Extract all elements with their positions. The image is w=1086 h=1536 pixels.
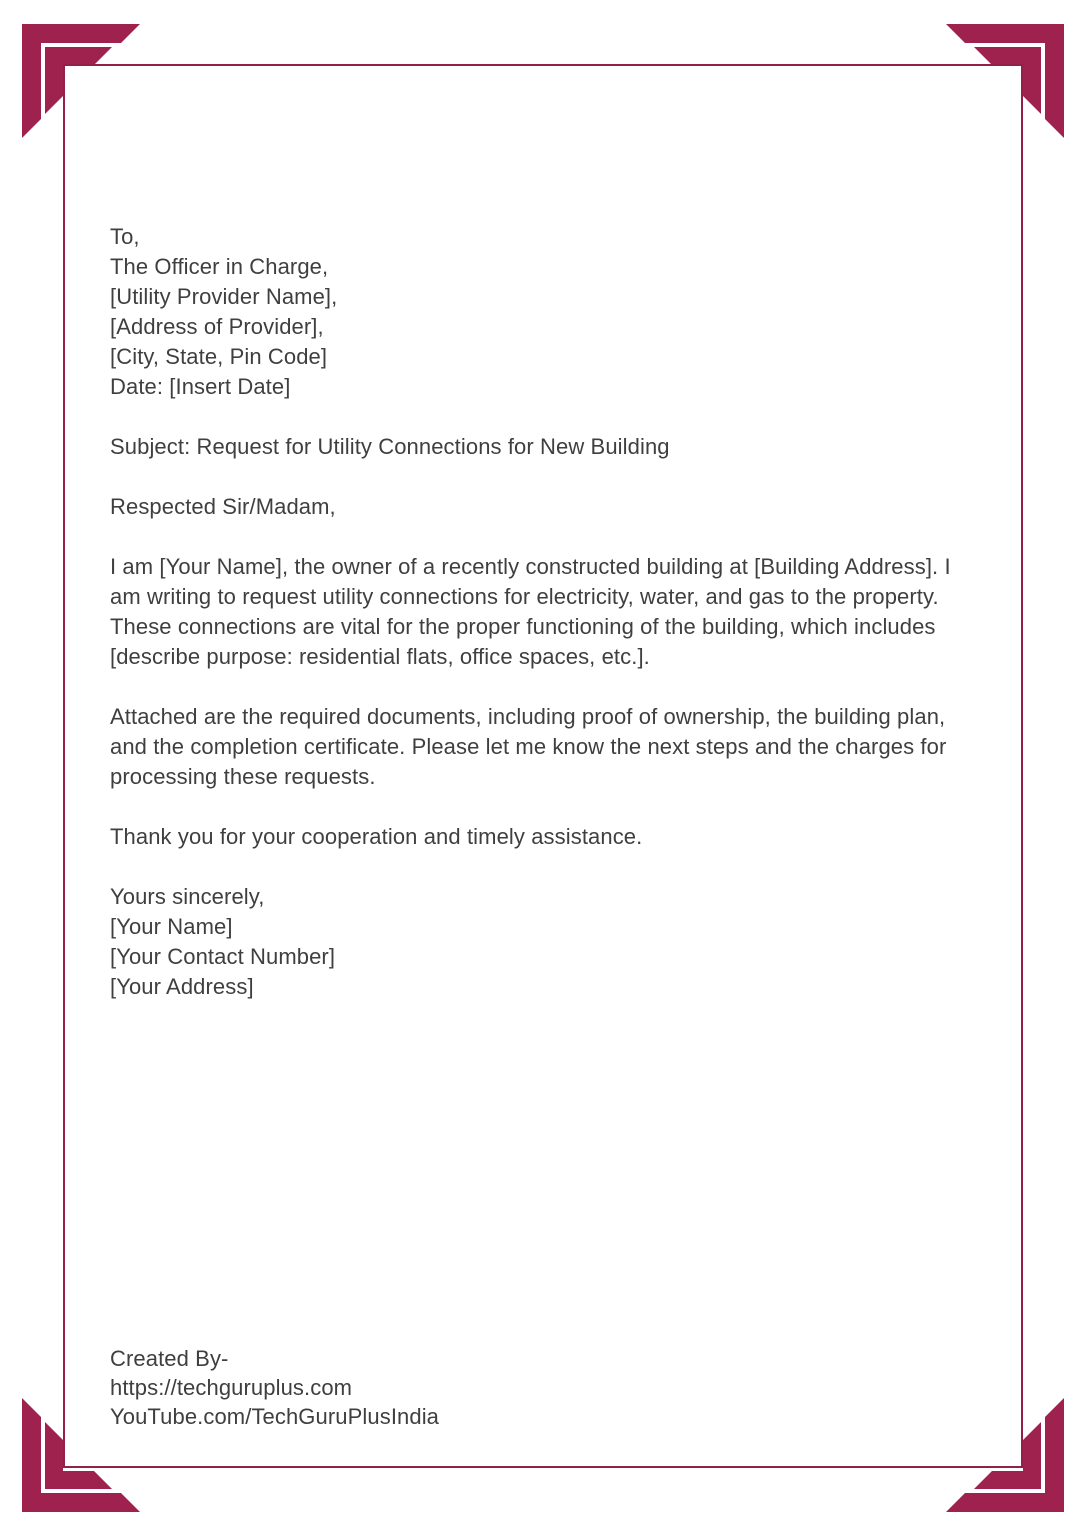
recipient-line: [Utility Provider Name], [110,284,338,309]
closing-line: [Your Address] [110,974,254,999]
recipient-line: The Officer in Charge, [110,254,329,279]
subject-line: Subject: Request for Utility Connections for New Building [110,434,670,459]
body-paragraph: Thank you for your cooperation and timely assistance. [110,824,643,849]
recipient-line: To, [110,224,140,249]
recipient-line: [City, State, Pin Code] [110,344,328,369]
body-paragraph: Attached are the required documents, including proof of ownership, the building plan, and the completion certificate. Please let me know the next steps and the charges for processing these requests. [110,704,947,789]
closing-line: Yours sincerely, [110,884,265,909]
footer-created-by: Created By- [110,1346,229,1371]
footer-website-url: https://techguruplus.com [110,1375,353,1400]
date-line: Date: [Insert Date] [110,374,291,399]
salutation: Respected Sir/Madam, [110,494,336,519]
closing-line: [Your Name] [110,914,233,939]
footer-credit [110,1344,978,1431]
recipient-block [110,222,978,402]
footer-youtube-url: YouTube.com/TechGuruPlusIndia [110,1404,440,1429]
recipient-line: [Address of Provider], [110,314,324,339]
body-paragraph: I am [Your Name], the owner of a recently constructed building at [Building Address]. I am writing to request utility connections for electricity, water, and gas to the property. These connections are vital for the proper functioning of the building, which includes [describe purpose: residential flats, office spaces, etc.]. [110,554,951,669]
closing-line: [Your Contact Number] [110,944,336,969]
corner-ornament-top-left-icon [0,0,150,150]
closing-block [110,882,978,1002]
corner-ornament-top-right-icon [936,0,1086,150]
letter-body [110,222,978,1032]
